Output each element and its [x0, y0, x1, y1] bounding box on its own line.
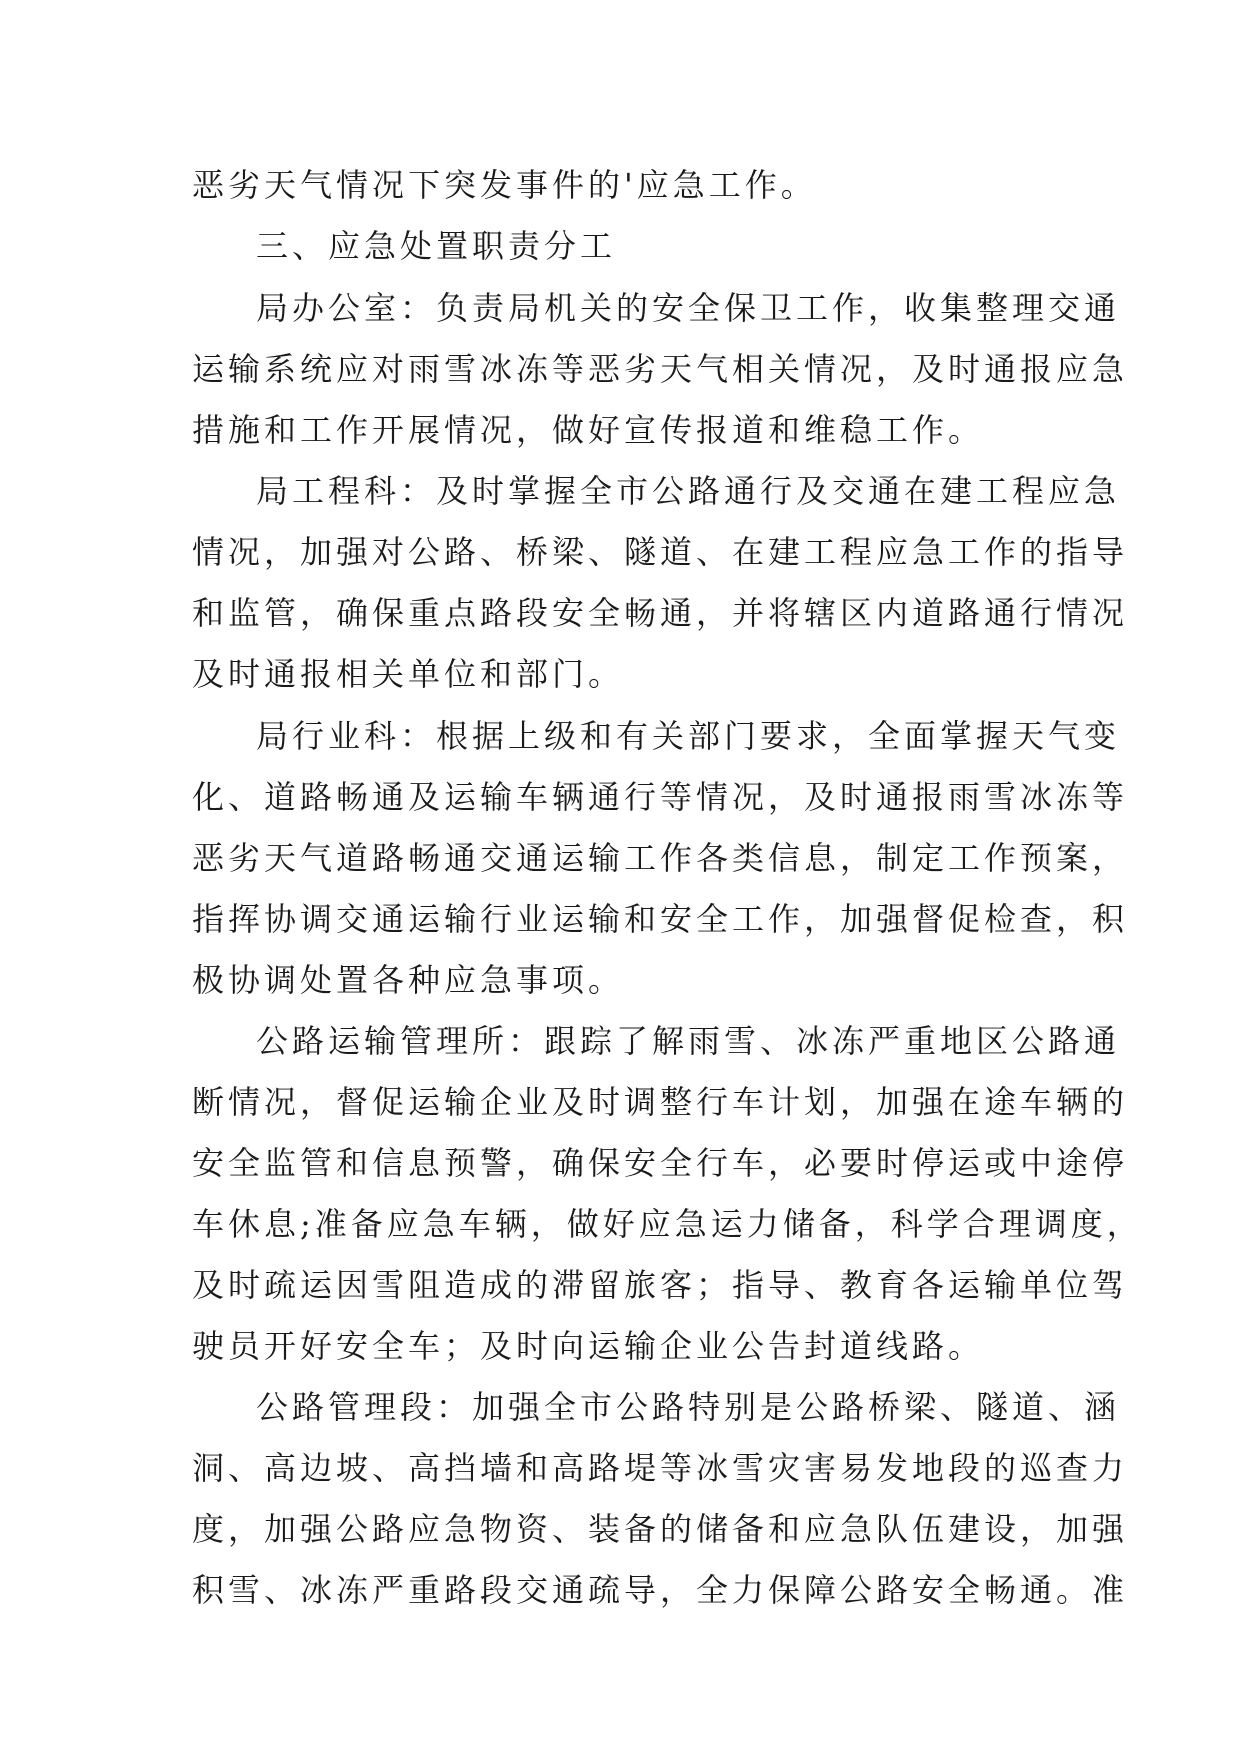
- text-line: 恶劣天气道路畅通交通运输工作各类信息，制定工作预案，: [192, 839, 1129, 877]
- text-line: 公路管理段：加强全市公路特别是公路桥梁、隧道、涵: [256, 1388, 1121, 1426]
- section-heading: 三、应急处置职责分工: [256, 227, 617, 265]
- text-line: 驶员开好安全车；及时向运输企业公告封道线路。: [192, 1327, 985, 1365]
- text-line: 化、道路畅通及运输车辆通行等情况，及时通报雨雪冰冻等: [192, 778, 1129, 816]
- text-line: 及时疏运因雪阻造成的滞留旅客；指导、教育各运输单位驾: [192, 1266, 1129, 1304]
- text-line: 措施和工作开展情况，做好宣传报道和维稳工作。: [192, 411, 985, 449]
- text-line: 局行业科：根据上级和有关部门要求，全面掌握天气变: [256, 717, 1121, 755]
- text-line: 公路运输管理所：跟踪了解雨雪、冰冻严重地区公路通: [256, 1022, 1121, 1060]
- text-line: 度，加强公路应急物资、装备的储备和应急队伍建设，加强: [192, 1510, 1129, 1548]
- text-line: 和监管，确保重点路段安全畅通，并将辖区内道路通行情况: [192, 594, 1129, 632]
- text-line: 积雪、冰冻严重路段交通疏导，全力保障公路安全畅通。准: [192, 1571, 1129, 1609]
- text-line: 极协调处置各种应急事项。: [192, 961, 625, 999]
- text-line: 车休息;准备应急车辆，做好应急运力储备，科学合理调度，: [192, 1205, 1143, 1243]
- text-line: 局办公室：负责局机关的安全保卫工作，收集整理交通: [256, 289, 1121, 327]
- text-line: 运输系统应对雨雪冰冻等恶劣天气相关情况，及时通报应急: [192, 350, 1129, 388]
- text-line: 洞、高边坡、高挡墙和高路堤等冰雪灾害易发地段的巡查力: [192, 1449, 1129, 1487]
- text-line: 指挥协调交通运输行业运输和安全工作，加强督促检查，积: [192, 900, 1129, 938]
- text-line: 恶劣天气情况下突发事件的'应急工作。: [192, 166, 817, 204]
- text-line: 及时通报相关单位和部门。: [192, 655, 625, 693]
- text-line: 局工程科：及时掌握全市公路通行及交通在建工程应急: [256, 472, 1121, 510]
- text-line: 断情况，督促运输企业及时调整行车计划，加强在途车辆的: [192, 1083, 1129, 1121]
- text-line: 安全监管和信息预警，确保安全行车，必要时停运或中途停: [192, 1144, 1129, 1182]
- text-line: 情况，加强对公路、桥梁、隧道、在建工程应急工作的指导: [192, 533, 1129, 571]
